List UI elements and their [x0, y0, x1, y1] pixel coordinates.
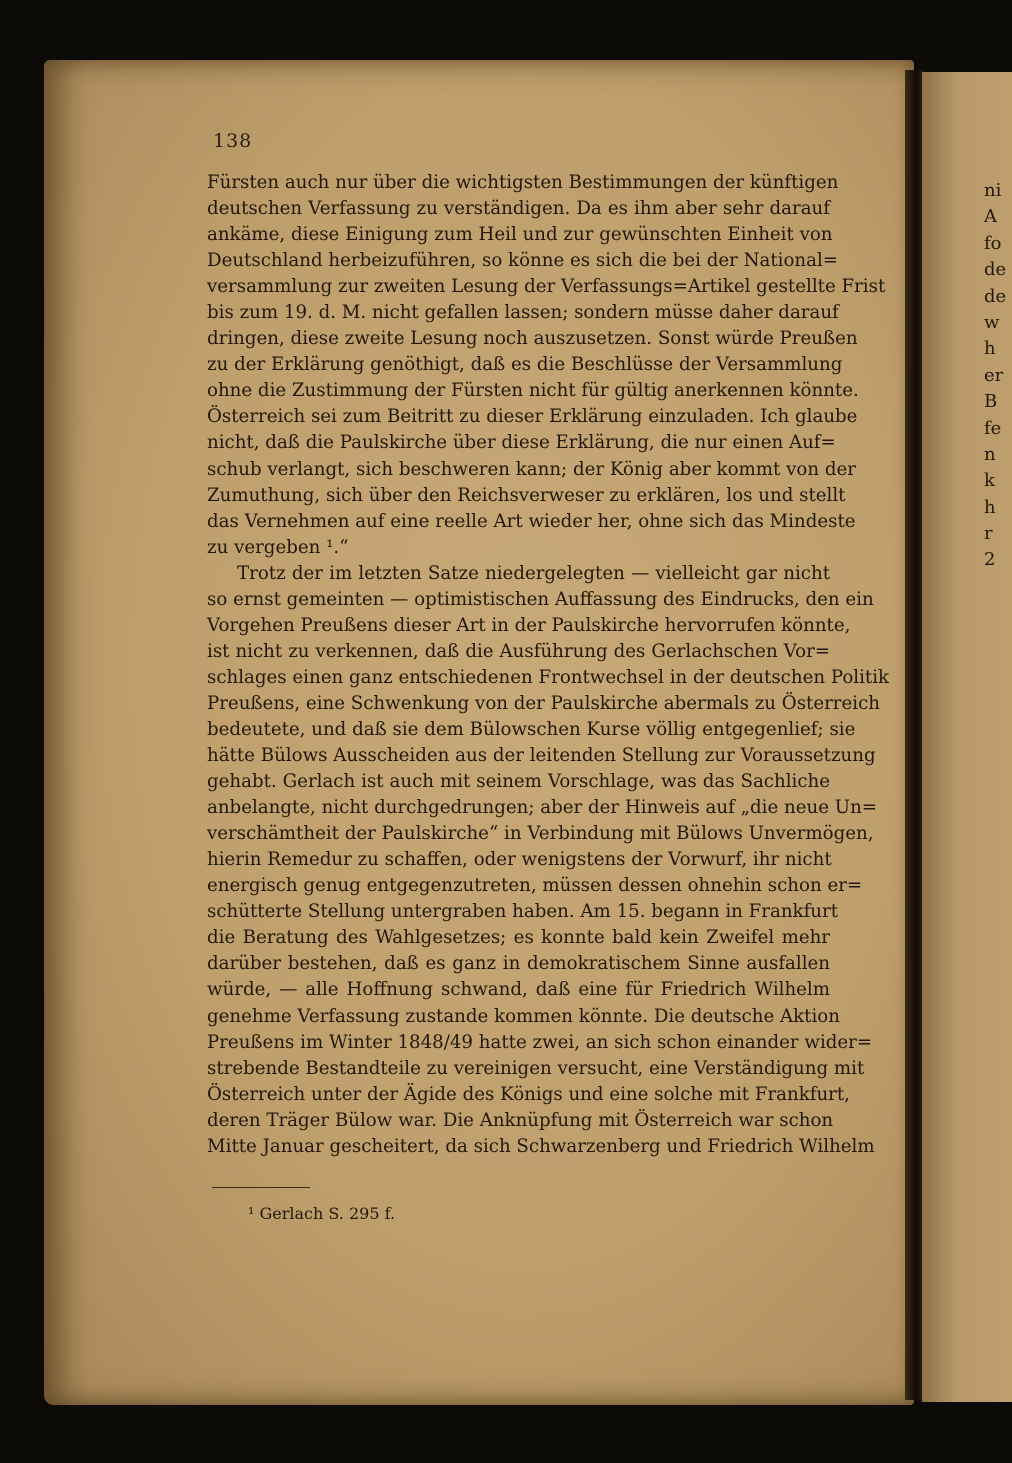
right-page-fragment: A: [984, 206, 997, 228]
text-line: schlages einen ganz entschiedenen Frontwechsel in der deutschen Politik: [207, 666, 890, 688]
right-page-fragment: B: [984, 391, 998, 413]
right-page-fragment: h: [984, 338, 996, 360]
text-line: genehme Verfassung zustande kommen könnte. Die deutsche Aktion: [207, 1005, 840, 1027]
text-line: die Beratung des Wahlgesetzes; es konnte bald kein Zweifel mehr: [207, 927, 830, 949]
right-page-fragment: r: [984, 523, 993, 545]
right-page-text-fragments: [984, 178, 1007, 574]
text-line: ist nicht zu verkennen, daß die Ausführung des Gerlachschen Vor=: [207, 640, 830, 662]
text-line: Deutschland herbeizuführen, so könne es sich die bei der National=: [207, 250, 839, 272]
right-page-fragment: k: [984, 470, 995, 492]
text-line: Trotz der im letzten Satze niedergelegten — vielleicht gar nicht: [237, 562, 830, 584]
right-page-fragment: w: [984, 311, 1000, 333]
right-page-fragment: fo: [984, 232, 1002, 254]
text-line: Preußens, eine Schwenkung von der Paulskirche abermals zu Österreich: [207, 692, 880, 714]
text-line: anbelangte, nicht durchgedrungen; aber der Hinweis auf „die neue Un=: [207, 797, 878, 819]
right-page-fragment: ni: [984, 180, 1002, 201]
text-line: Österreich sei zum Beitritt zu dieser Erklärung einzuladen. Ich glaube: [207, 406, 858, 428]
right-page-fragment: de: [984, 259, 1007, 281]
text-line: darüber bestehen, daß es ganz in demokratischem Sinne ausfallen: [207, 953, 830, 975]
text-line: Fürsten auch nur über die wichtigsten Bestimmungen der künftigen: [207, 172, 839, 193]
body-text: [207, 170, 890, 1160]
text-line: zu vergeben ¹.“: [207, 536, 349, 558]
right-page-fragment: n: [984, 443, 996, 465]
book-gutter: [905, 70, 923, 1400]
text-line: ohne die Zustimmung der Fürsten nicht für gültig anerkennen könnte.: [207, 380, 859, 402]
text-line: gehabt. Gerlach ist auch mit seinem Vorschlage, was das Sachliche: [207, 771, 830, 793]
text-line: Mitte Januar gescheitert, da sich Schwarzenberg und Friedrich Wilhelm: [207, 1135, 875, 1157]
text-line: deutschen Verfassung zu verständigen. Da es ihm aber sehr darauf: [207, 198, 830, 220]
text-line: nicht, daß die Paulskirche über diese Erklärung, die nur einen Auf=: [207, 432, 836, 454]
text-line: ankäme, diese Einigung zum Heil und zur gewünschten Einheit von: [207, 224, 833, 246]
right-page-fragment: er: [984, 364, 1004, 386]
text-line: verschämtheit der Paulskirche“ in Verbindung mit Bülows Unvermögen,: [207, 823, 874, 845]
text-line: schütterte Stellung untergraben haben. Am 15. begann in Frankfurt: [207, 901, 839, 923]
right-page-fragment: h: [984, 496, 996, 518]
right-page-fragment: 2: [984, 549, 996, 571]
text-line: bis zum 19. d. M. nicht gefallen lassen; sondern müsse daher darauf: [207, 302, 839, 324]
right-page-fragment: fe: [984, 417, 1002, 439]
footnote-rule: [212, 1187, 310, 1188]
text-line: schub verlangt, sich beschweren kann; der König aber kommt von der: [207, 458, 856, 480]
text-line: strebende Bestandteile zu vereinigen versucht, eine Verständigung mit: [207, 1057, 865, 1079]
text-line: energisch genug entgegenzutreten, müssen dessen ohnehin schon er=: [207, 875, 863, 897]
text-line: so ernst gemeinten — optimistischen Auffassung des Eindrucks, den ein: [207, 588, 874, 610]
page-number: 138: [213, 130, 253, 152]
text-line: deren Träger Bülow war. Die Anknüpfung mit Österreich war schon: [207, 1109, 834, 1131]
text-line: hierin Remedur zu schaffen, oder wenigstens der Vorwurf, ihr nicht: [207, 849, 832, 871]
right-page-fragment: de: [984, 285, 1007, 307]
text-line: das Vernehmen auf eine reelle Art wieder her, ohne sich das Mindeste: [207, 510, 856, 532]
text-line: hätte Bülows Ausscheiden aus der leitenden Stellung zur Voraussetzung: [207, 745, 876, 767]
text-line: zu der Erklärung genöthigt, daß es die Beschlüsse der Versammlung: [207, 354, 843, 376]
text-line: Österreich unter der Ägide des Königs und eine solche mit Frankfurt,: [207, 1083, 850, 1105]
footnote: ¹ Gerlach S. 295 f.: [248, 1204, 396, 1223]
text-line: versammlung zur zweiten Lesung der Verfassungs=Artikel gestellte Frist: [207, 276, 886, 298]
text-line: dringen, diese zweite Lesung noch auszusetzen. Sonst würde Preußen: [207, 328, 858, 350]
text-line: Vorgehen Preußens dieser Art in der Paulskirche hervorrufen könnte,: [207, 614, 851, 636]
text-line: bedeutete, und daß sie dem Bülowschen Kurse völlig entgegenlief; sie: [207, 718, 856, 740]
text-line: Preußens im Winter 1848/49 hatte zwei, an sich schon einander wider=: [207, 1031, 873, 1053]
text-line: Zumuthung, sich über den Reichsverweser zu erklären, los und stellt: [207, 484, 846, 506]
text-line: würde, — alle Hoffnung schwand, daß eine für Friedrich Wilhelm: [207, 979, 830, 1001]
